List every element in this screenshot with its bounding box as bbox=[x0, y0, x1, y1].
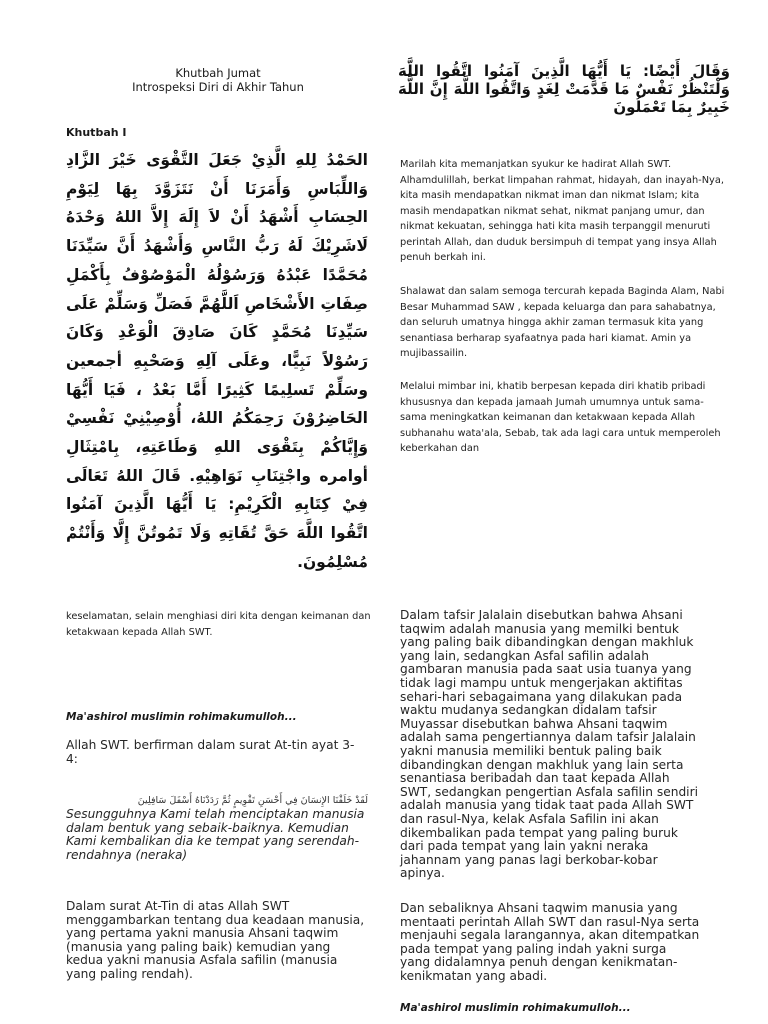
address-heading-1: Ma'ashirol muslimin rohimakumulloh... bbox=[66, 711, 297, 723]
document-title bbox=[118, 66, 318, 94]
paragraph-ahsani-taqwim: Dan sebaliknya Ahsani taqwim manusia yang mentaati perintah Allah SWT dan rasul-Nya serta menjauhi segala larangannya, akan ditempatkan pada tempat yang paling indah yakni surga yang didalamnya penuh dengan kenikmatan-kenikmatan yang abadi. bbox=[400, 901, 700, 983]
paragraph-shalawat: Shalawat dan salam semoga tercurah kepada Baginda Alam, Nabi Besar Muhammad SAW , kepada keluarga dan para sahabatnya, dan seluruh umatnya hingga akhir zaman termasuk kita yang senantiasa berharap syafaatnya pada hari kiamat. Amin ya mujibassailin. bbox=[400, 286, 725, 359]
title-line-1: Khutbah Jumat bbox=[175, 66, 261, 80]
paragraph-translation: Sesungguhnya Kami telah menciptakan manusia dalam bentuk yang sebaik-baiknya. Kemudian Kami kembalikan dia ke tempat yang serendah-rendahnya (neraka) bbox=[66, 807, 365, 862]
arabic-verse-hashr: وَقَالَ أَيْضًا: يَا أَيُّهَا الَّذِينَ آمَنُوا اتَّقُوا اللَّهَ وَلْتَنْظُرْ نَفْسٌ مَا قَدَّمَتْ لِغَدٍ وَاتَّقُوا اللَّهَ إِنَّ اللَّهَ خَبِيرٌ بِمَا تَعْمَلُونَ bbox=[398, 62, 730, 116]
paragraph-continuation: keselamatan, selain menghiasi diri kita dengan keimanan dan ketakwaan kepada Allah SWT. bbox=[66, 611, 371, 638]
paragraph-message: Melalui mimbar ini, khatib berpesan kepada diri khatib pribadi khususnya dan kepada jamaah Jumah umumnya untuk sama-sama meningkatkan keimanan dan ketakwaan kepada Allah subhanahu wata'ala, Sebab, tak ada lagi cara untuk memperoleh keberkahan dan bbox=[400, 381, 721, 454]
arabic-opening-khutbah: الحَمْدُ لِلهِ الَّذِيْ جَعَلَ التَّقْوَى خَيْرَ الزَّادِ وَاللِّبَاسِ وَأَمَرَنَا أَنْ نَتَزَوَّدَ بِهَا لِيَوْمِ الحِسَابِ أَشْهَدُ أَنْ لاَ إِلَهَ إِلاَّ اللهُ وَحْدَهُ لَاشَرِيْكَ لَهُ رَبُّ النَّاسِ وَأَشْهَدُ أَنَّ سَيِّدَنَا مُحَمَّدًا عَبْدُهُ وَرَسُوْلُهُ الْمَوْصُوْفُ بِأَكْمَلِ صِفَاتِ الأَشْخَاصِ اَللَّهُمَّ فَصَلِّ وَسَلِّمْ عَلَى سَيِّدِنَا مُحَمَّدٍ كَانَ صَادِقَ الْوَعْدِ وَكَانَ رَسُوْلاً نَبِيًّا، وعَلَى آلِهِ وَصَحْبِهِ أجمعين وسَلِّمْ تَسلِيمًا كَثِيرًا أَمَّا بَعْدُ ، فَيَا أَيُّهَا الحَاضِرُوْنَ رَحِمَكُمُ اللهُ، أُوْصِيْنِيْ نَفْسِيْ وَإِيَّاكُمْ بِتَقْوَى اللهِ وَطَاعَتِهِ، بِامْتِثَالِ أوامره واجْتِنَابِ نَوَاهِيْهِ. قَالَ اللهُ تَعَالَى فِيْ كِتَابِهِ الْكَرِيْمِ: يَا أَيُّهَا الَّذِينَ آمَنُوا اتَّقُوا اللَّهَ حَقَّ تُقَاتِهِ وَلَا تَمُوتُنَّ إِلَّا وَأَنْتُمْ مُسْلِمُونَ. bbox=[66, 151, 368, 571]
address-heading-2: Ma'ashirol muslimin rohimakumulloh... bbox=[400, 1002, 631, 1014]
paragraph-surah-intro: Allah SWT. berfirman dalam surat At-tin ayat 3-4: bbox=[66, 738, 355, 766]
title-line-2: Introspeksi Diri di Akhir Tahun bbox=[132, 80, 304, 94]
paragraph-gratitude: Marilah kita memanjatkan syukur ke hadirat Allah SWT. Alhamdulillah, berkat limpahan rahmat, hidayah, dan inayah-Nya, kita masih mendapatkan nikmat iman dan nikmat Islam; kita masih mendapatkan nikmat sehat, nikmat panjang umur, dan nikmat kekuatan, sehingga hati kita masih terpanggil menuruti perintah Allah, dan duduk bersimpuh di tempat yang insya Allah penuh berkah ini. bbox=[400, 159, 724, 263]
section-heading: Khutbah I bbox=[66, 126, 127, 139]
paragraph-two-states: Dalam surat At-Tin di atas Allah SWT menggambarkan tentang dua keadaan manusia, yang pertama yakni manusia Ahsani taqwim (manusia yang paling baik) kemudian yang kedua yakni manusia Asfala safilin (manusia yang paling rendah). bbox=[66, 899, 365, 981]
arabic-verse-attin: لَقَدْ خَلَقْنَا الإِنسَانَ فِي أَحْسَنِ تَقْوِيمٍ ثُمَّ رَدَدْنَاهُ أَسْفَلَ سَافِلِينَ bbox=[137, 795, 368, 806]
paragraph-tafsir: Dalam tafsir Jalalain disebutkan bahwa Ahsani taqwim adalah manusia yang memilki bentuk yang paling baik dibandingkan dengan makhluk yang lain, sedangkan Asfal safilin adalah gambaran manusia pada saat usia tuanya yang tidak lagi mampu untuk mengerjakan aktifitas sehari-hari sebagaimana yang dilakukan pada waktu mudanya sedangkan didalam tafsir Muyassar disebutkan bahwa Ahsani taqwim adalah sama pengertiannya dalam tafsir Jalalain yakni manusia memiliki bentuk paling baik dibandingkan dengan makhluk yang lain serta senantiasa beribadah dan taat kepada Allah SWT, sedangkan pengertian Asfala safilin sendiri adalah manusia yang tidak taat pada Allah SWT dan rasul-Nya, kelak Asfala Safilin ini akan dikembalikan pada tempat yang paling buruk dari pada tempat yang lain yakni neraka jahannam yang panas lagi berkobar-kobar apinya. bbox=[400, 608, 698, 881]
